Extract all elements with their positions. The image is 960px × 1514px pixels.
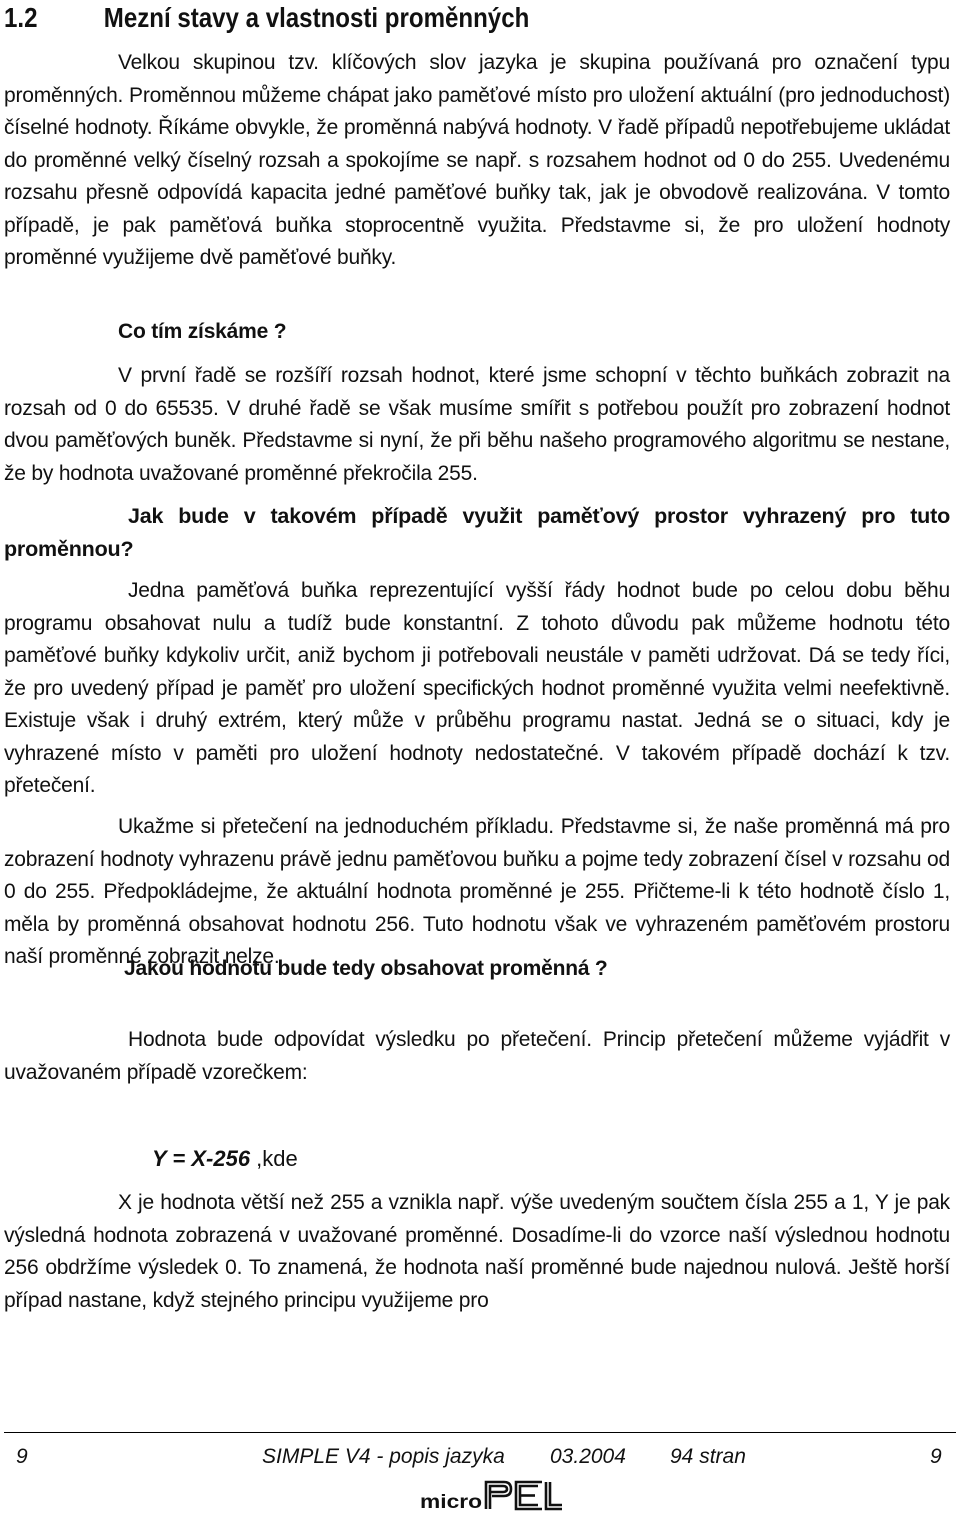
question-memory-usage: Jak bude v takovém případě využit paměťový prostor vyhrazený pro tuto proměnnou? [4, 504, 950, 561]
paragraph-inefficiency: Jedna paměťová buňka reprezentující vyšší řády hodnot bude po celou dobu běhu programu obsahovat nulu a tudíž bude konstantní. Z tohoto důvodu pak můžeme hodnotu této paměťové buňky kdykoliv určit, aniž bychom ji potřebovali neustále v paměti udržovat. Dá se tedy říci, že pro uvedený případ je paměť pro uložení specifických hodnot proměnné využita velmi neefektivně. Existuje však i druhý extrém, který může v průběhu programu nastat. Jedná se o situaci, kdy je vyhrazené místo v paměti pro uložení hodnoty nedostatečné. V takovém případě dochází k tzv. přetečení. [4, 579, 950, 797]
svg-text:micro: micro [420, 1492, 482, 1512]
paragraph-intro: Velkou skupinou tzv. klíčových slov jazyka je skupina používaná pro označení typu proměnných. Proměnnou můžeme chápat jako paměťové místo pro uložení aktuální (pro jednoduchost) číselné hodnoty. Říkáme obvykle, že proměnná nabývá hodnoty. V řadě případů nepotřebujeme ukládat do proměnné velký číselný rozsah a spokojíme se např. s rozsahem hodnot od 0 do 255. Uvedenému rozsahu přesně odpovídá kapacita jedné paměťové buňky tak, jak je obvodově realizována. V tomto případě, je pak paměťová buňka stoprocentně využita. Představme si, že pro uložení hodnoty proměnné využijeme dvě paměťové buňky. [4, 51, 950, 269]
paragraph-result: X je hodnota větší než 255 a vznikla např. výše uvedeným součtem čísla 255 a 1, Y je pak výsledná hodnota zobrazená v uvažované proměnné. Dosadíme-li do vzorce naší výslednou hodnotu 256 obdržíme výsledek 0. To znamená, že hodnota naší proměnné bude najednou nulová. Ještě horší případ nastane, když stejného principu využijeme pro [4, 1191, 950, 1312]
question-value: Jakou hodnotu bude tedy obsahovat proměnná ? [124, 957, 608, 980]
paragraph-principle: Hodnota bude odpovídat výsledku po přetečení. Princip přetečení můžeme vyjádřit v uvažovaném případě vzorečkem: [4, 1028, 950, 1084]
footer-doc-title: SIMPLE V4 - popis jazyka [262, 1445, 505, 1468]
paragraph-range: V první řadě se rozšíří rozsah hodnot, které jsme schopní v těchto buňkách zobrazit na rozsah od 0 do 65535. V druhé řadě se však musíme smířit s potřebou použít pro zobrazení hodnot dvou paměťových buněk. Představme si nyní, že při běhu našeho programového algoritmu se nestane, že by hodnota uvažované proměnné překročila 255. [4, 364, 950, 485]
formula-suffix: ,kde [250, 1146, 298, 1171]
section-heading [4, 0, 529, 36]
footer-pages: 94 stran [670, 1445, 746, 1468]
question-gain: Co tím získáme ? [118, 320, 287, 343]
footer-divider [4, 1432, 956, 1433]
footer-page-left: 9 [16, 1445, 28, 1468]
section-title: Mezní stavy a vlastnosti proměnných [103, 2, 530, 33]
paragraph-overflow-example: Ukažme si přetečení na jednoduchém příkladu. Představme si, že naše proměnná má pro zobrazení hodnoty vyhrazenu právě jednu paměťovou buňku a pojme tedy zobrazení čísel v rozsahu od 0 do 255. Předpokládejme, že aktuální hodnota proměnné je 255. Přičteme-li k této hodnotě číslo 1, měla by proměnná obsahovat hodnotu 256. Tuto hodnotu však ve vyhrazeném paměťovém prostoru naší proměnné zobrazit nelze. [4, 815, 950, 968]
overflow-formula [152, 1142, 298, 1176]
section-number: 1.2 [4, 2, 38, 33]
formula-expression: Y = X-256 [152, 1146, 251, 1171]
footer-page-right: 9 [930, 1445, 942, 1468]
footer-date: 03.2004 [550, 1445, 626, 1468]
micropel-logo-icon [420, 1478, 562, 1512]
